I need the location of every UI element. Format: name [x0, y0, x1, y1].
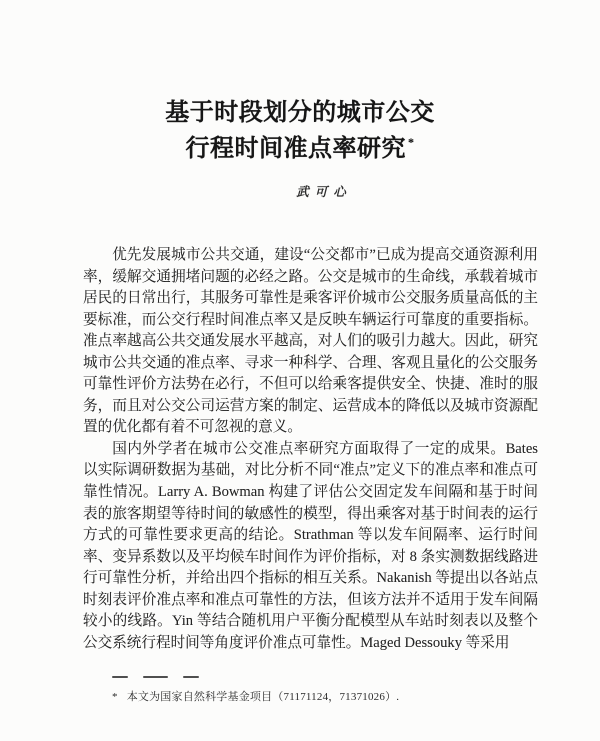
paper-title: [0, 99, 600, 164]
body-paragraph-intro: 优先发展城市公共交通，建设“公交都市”已成为提高交通资源利用率，缓解交通拥堵问题的必经之路。公交是城市的生命线，承载着城市居民的日常出行，其服务可靠性是乘客评价城市公交服务质量高低的主要标准，而公交行程时间准点率又是反映车辆运行可靠度的重要指标。准点率越高公共交通发展水平越高，对人们的吸引力越大。因此，研究城市公共交通的准点率、寻求一种科学、合理、客观且量化的公交服务可靠性评价方法势在必行，不但可以给乘客提供安全、快捷、准时的服务，而且对公交公司运营方案的制定、运营成本的降低以及城市资源配置的优化都有着不可忽视的意义。: [83, 247, 538, 436]
footnote-area: [83, 676, 538, 704]
author-name: 武可心: [296, 185, 352, 199]
separator-dash: [112, 676, 128, 678]
paper-title-line1: 基于时段划分的城市公交: [165, 100, 435, 126]
paper-body: [83, 245, 538, 654]
body-paragraph-literature: 国内外学者在城市公交准点率研究方面取得了一定的成果。Bates 以实际调研数据为基础，对比分析不同“准点”定义下的准点率和准点可靠性情况。Larry A. Bowman 构建了评估公交固定发车间隔和基于时间表的旅客期望等待时间的敏感性的模型，得出乘客对基于时间表的运行方式的可靠性要求更高的结论。Strathman 等以发车间隔率、运行时间率、变异系数以及平均候车时间作为评价指标，对 8 条实测数据线路进行可靠性分析，并给出四个指标的相互关系。Nakanish 等提出以各站点时刻表评价准点率和准点可靠性的方法，但该方法并不适用于发车间隔较小的线路。Yin 等结合随机用户平衡分配模型从车站时刻表以及整个公交系统行程时间等角度评价准点可靠性。Maged Dessouky 等采用: [83, 440, 538, 651]
footnote-separator: [112, 676, 538, 678]
title-footnote-marker: *: [408, 135, 415, 149]
footnote-marker: *: [112, 691, 118, 703]
separator-dash: [183, 676, 199, 678]
separator-dash: [143, 676, 168, 678]
paper-title-line2-row: [0, 128, 600, 164]
paper-title-line2: 行程时间准点率研究: [185, 136, 406, 162]
footnote-text: 本文为国家自然科学基金项目（71171124，71371026）.: [126, 691, 400, 703]
footnote: [112, 691, 538, 704]
